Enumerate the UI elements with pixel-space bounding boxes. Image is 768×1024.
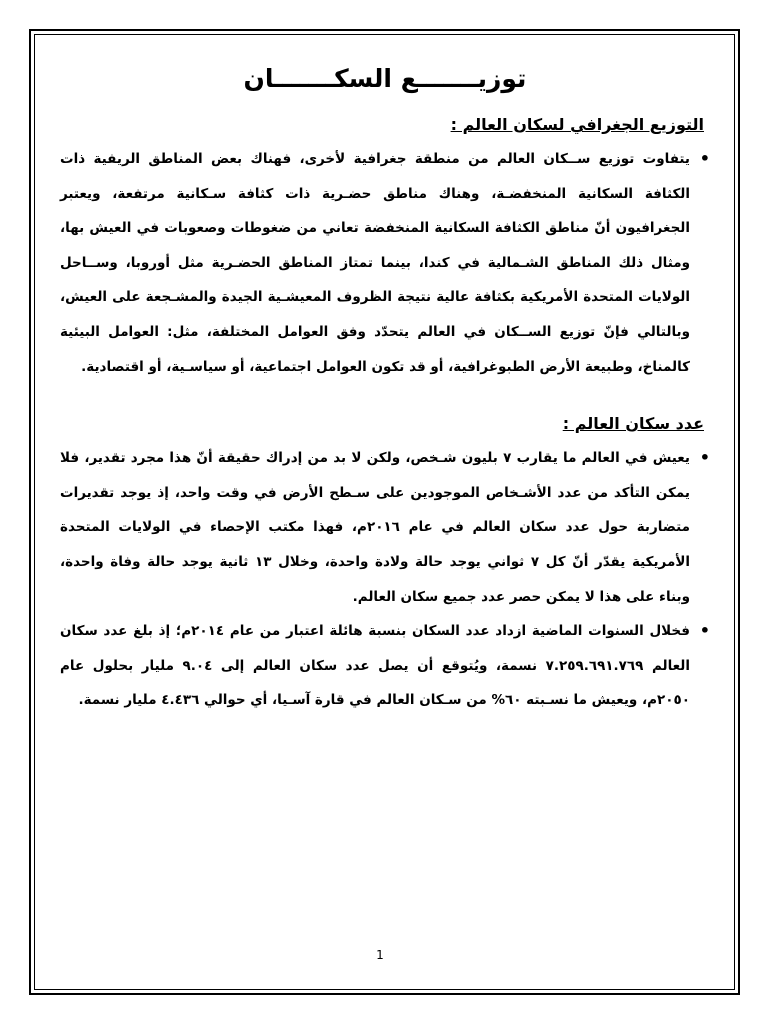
section-heading: عدد سكان العالم : bbox=[562, 414, 704, 434]
paragraph-text: يتفاوت توزيع ســكان العالم من منطقة جغرافية لأخرى، فهناك بعض المناطق الريفية ذات الكثافة السكانية المنخفضـة، وهناك مناطق حضـرية ذات كثافة سـكانية مرتفعة، ويعتبر الجغرافيون أنّ مناطق الكثافة السكانية المنخفضة تعاني من ضغوطات وصعوبات في العيش بها، ومثال ذلك المناطق الشـمالية في كندا، بينما تمتاز المناطق الحضـرية مثل أوروبا، وســاحل الولايات المتحدة الأمريكية بكثافة عالية نتيجة الظروف المعيشـية الجيدة والمشـجعة على العيش، وبالتالي فإنّ توزيع الســكان في العالم يتحدّد وفق العوامل المختلفة، مثل: العوامل البيئية كالمناخ، وطبيعة الأرض الطبوغرافية، أو قد تكون العوامل اجتماعية، أو سياسـية، أو اقتصادية. bbox=[60, 151, 690, 375]
section-heading: التوزيع الجغرافي لسكان العالم : bbox=[450, 115, 704, 134]
paragraph-list bbox=[60, 142, 710, 384]
list-item bbox=[60, 142, 710, 384]
paragraph-text: فخلال السنوات الماضية ازداد عدد السكان بنسبة هائلة اعتبار من عام ٢٠١٤م؛ إذ بلغ عدد سكان العالم ٧.٢٥٩.٦٩١.٧٦٩ نسمة، ويُتوقع أن يصل عدد سكان العالم إلى ٩.٠٤ مليار بحلول عام ٢٠٥٠م، ويعيش ما نسـبته ٦٠% من سـكان العالم في قارة آسـيا، أي حوالي ٤.٤٣٦ مليار نسمة. bbox=[60, 623, 690, 709]
document-title: توزيـــــــع السكـــــــان bbox=[243, 64, 527, 93]
list-item bbox=[60, 614, 710, 718]
paragraph-text: يعيش في العالم ما يقارب ٧ بليون شـخص، ولكن لا بد من إدراك حقيقة أنّ هذا مجرد تقدير، فلا يمكن التأكد من عدد الأشـخاص الموجودين على سـطح الأرض في وقت واحد، إذ يوجد تقديرات متضاربة حول عدد سكان العالم في عام ٢٠١٦م، فهذا مكتب الإحصاء في الولايات المتحدة الأمريكية يقدّر أنّ كل ٧ ثواني يوجد حالة ولادة واحدة، وخلال ١٣ ثانية يوجد حالة وفاة واحدة، وبناء على هذا لا يمكن حصر عدد جميع سكان العالم. bbox=[60, 450, 691, 605]
bullet-icon: • bbox=[699, 448, 710, 468]
bullet-icon: • bbox=[699, 149, 710, 168]
section-world-population bbox=[60, 414, 710, 718]
list-item bbox=[60, 441, 710, 614]
bullet-icon: • bbox=[699, 621, 710, 641]
paragraph-list bbox=[60, 441, 710, 718]
page-number: 1 bbox=[376, 948, 384, 962]
document-page bbox=[60, 60, 710, 718]
section-geographic-distribution bbox=[60, 115, 710, 384]
